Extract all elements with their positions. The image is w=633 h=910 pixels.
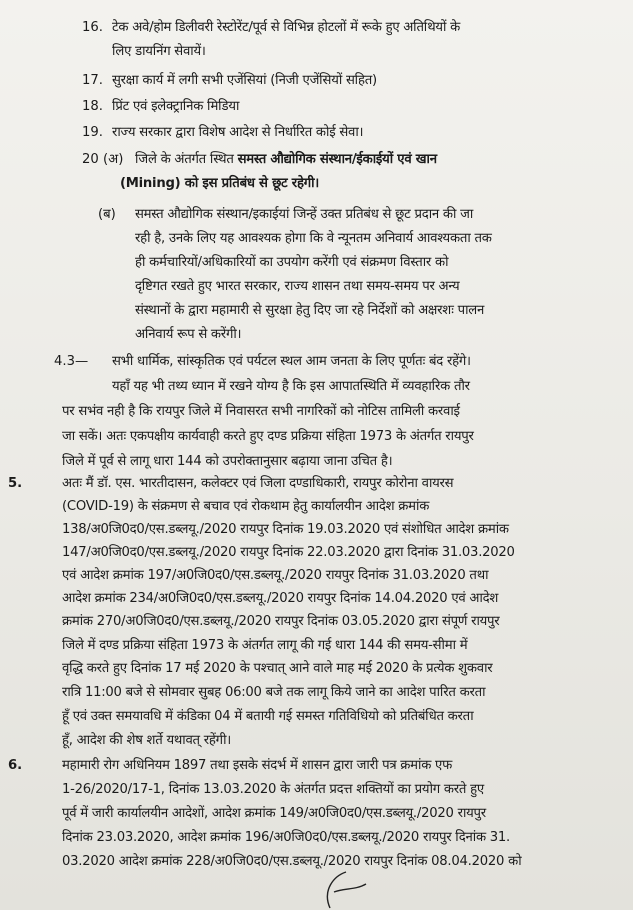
item-20a-line-2: (Mining) को इस प्रतिबंध से छूट रहेगी। bbox=[120, 176, 320, 191]
item-20b-number: (ब) bbox=[98, 207, 116, 222]
section-5-line-7: क्रमांक 270/अ0जि0द0/एस.डब्लयू./2020 रायपुर दिनांक 03.05.2020 द्वारा संपूर्ण रायपुर bbox=[62, 614, 500, 629]
item-16-line-2: लिए डायनिंग सेवायें। bbox=[112, 44, 206, 59]
section-5-line-12: हूँ, आदेश की शेष शर्ते यथावत् रहेंगी। bbox=[62, 733, 231, 748]
section-5-line-4: 147/अ0जि0द0/एस.डब्लयू./2020 रायपुर दिनांक 22.03.2020 द्वारा दिनांक 31.03.2020 bbox=[62, 545, 515, 560]
signature-mark bbox=[300, 870, 370, 910]
item-17-number: 17. bbox=[82, 73, 103, 88]
item-19-number: 19. bbox=[82, 125, 103, 140]
item-19-text: राज्य सरकार द्वारा विशेष आदेश से निर्धारित कोई सेवा। bbox=[112, 125, 364, 140]
section-5-line-9: वृद्धि करते हुए दिनांक 17 मई 2020 के पश्चात् आने वाले माह मई 2020 के प्रत्येक शुकवार bbox=[62, 661, 493, 676]
item-20b-line-6: अनिवार्य रूप से करेंगी। bbox=[135, 327, 242, 342]
section-6-line-5: 03.2020 आदेश क्रमांक 228/अ0जि0द0/एस.डब्लयू./2020 रायपुर दिनांक 08.04.2020 को bbox=[62, 854, 522, 869]
section-5-number: 5. bbox=[8, 476, 23, 491]
section-4-3-text: सभी धार्मिक, सांस्कृतिक एवं पर्यटल स्थल आम जनता के लिए पूर्णतः बंद रहेंगे। bbox=[112, 354, 471, 369]
item-20a-bold-text: समस्त औद्योगिक संस्थान/ईकाईयों एवं खान bbox=[237, 152, 437, 167]
section-5-line-10: रात्रि 11:00 बजे से सोमवार सुबह 06:00 बजे तक लागू किये जाने का आदेश पारित करता bbox=[62, 685, 486, 700]
item-20a-number: 20 (अ) bbox=[82, 152, 124, 167]
section-5-line-5: एवं आदेश क्रमांक 197/अ0जि0द0/एस.डब्लयू./2020 रायपुर दिनांक 31.03.2020 तथा bbox=[62, 568, 489, 583]
section-5-line-11: हूँ एवं उक्त समयावधि में कंडिका 04 में बतायी गई समस्त गतिविधियो को प्रतिबंधित करता bbox=[62, 709, 474, 724]
section-5-line-1: अतः मैं डॉ. एस. भारतीदासन, कलेक्टर एवं जिला दण्डाधिकारी, रायपुर कोरोना वायरस bbox=[62, 476, 454, 491]
item-20a-line-1 bbox=[135, 150, 617, 170]
item-20b-line-2: रही है, उनके लिए यह आवश्यक होगा कि वे न्यूनतम अनिवार्य आवश्यकता तक bbox=[135, 231, 492, 246]
paragraph-line-2: पर सभंव नही है कि रायपुर जिले में निवासरत सभी नागरिकों को नोटिस तामिली करवाई bbox=[62, 404, 460, 419]
item-16-number: 16. bbox=[82, 20, 103, 35]
paragraph-line-3: जा सकें। अतः एकपक्षीय कार्यवाही करते हुए दण्ड प्रक्रिया संहिता 1973 के अंतर्गत रायपुर bbox=[62, 429, 474, 444]
section-6-number: 6. bbox=[8, 758, 23, 773]
section-6-line-2: 1-26/2020/17-1, दिनांक 13.03.2020 के अंतर्गत प्रदत्त शक्तियों का प्रयोग करते हुए bbox=[62, 782, 484, 797]
item-20b-line-4: दृष्टिगत रखते हुए भारत सरकार, राज्य शासन तथा समय-समय पर अन्य bbox=[135, 279, 460, 294]
section-5-line-6: आदेश क्रमांक 234/अ0जि0द0/एस.डब्लयू./2020 रायपुर दिनांक 14.04.2020 एवं आदेश bbox=[62, 591, 499, 606]
item-18-text: प्रिंट एवं इलेक्ट्रानिक मिडिया bbox=[112, 99, 240, 114]
item-18-number: 18. bbox=[82, 99, 103, 114]
section-5-line-8: जिले में दण्ड प्रक्रिया संहिता 1973 के अंतर्गत लागू की गई धारा 144 की समय-सीमा में bbox=[62, 638, 468, 653]
item-20a-plain-text: जिले के अंतर्गत स्थित bbox=[135, 152, 234, 167]
section-6-line-4: दिनांक 23.03.2020, आदेश क्रमांक 196/अ0जि0द0/एस.डब्लयू./2020 रायपुर दिनांक 31. bbox=[62, 830, 510, 845]
item-20b-line-1: समस्त औद्योगिक संस्थान/इकाईयां जिन्हें उक्त प्रतिबंध से छूट प्रदान की जा bbox=[135, 207, 474, 222]
item-16-line-1: टेक अवे/होम डिलीवरी रेस्टोरेंट/पूर्व से विभिन्न होटलों में रूके हुए अतिथियों के bbox=[112, 20, 461, 35]
item-17-text: सुरक्षा कार्य में लगी सभी एजेंसियां (निजी एजेंसियों सहित) bbox=[112, 73, 377, 88]
paragraph-line-4: जिले में पूर्व से लागू धारा 144 को उपरोक्तानुसार बढ़ाया जाना उचित है। bbox=[62, 454, 393, 469]
section-4-3-number: 4.3— bbox=[54, 354, 89, 369]
section-5-line-2: (COVID-19) के संक्रमण से बचाव एवं रोकथाम हेतु कार्यालयीन आदेश क्रमांक bbox=[62, 499, 430, 514]
item-20b-line-5: संस्थानों के द्वारा महामारी से सुरक्षा हेतु दिए जा रहे निर्देशों को अक्षरशः पालन bbox=[135, 303, 485, 318]
item-20b-line-3: ही कर्मचारियों/अधिकारियों का उपयोग करेंगी एवं संक्रमण विस्तार को bbox=[135, 255, 449, 270]
section-6-line-1: महामारी रोग अधिनियम 1897 तथा इसके संदर्भ में शासन द्वारा जारी पत्र क्रमांक एफ bbox=[62, 758, 452, 773]
paragraph-line-1: यहॉं यह भी तथ्य ध्यान में रखने योग्य है कि इस आपातस्थिति में व्यवहारिक तौर bbox=[112, 379, 470, 394]
section-6-line-3: पूर्व में जारी कार्यालयीन आदेशों, आदेश क्रमांक 149/अ0जि0द0/एस.डब्लयू./2020 रायपुर bbox=[62, 806, 486, 821]
section-5-line-3: 138/अ0जि0द0/एस.डब्लयू./2020 रायपुर दिनांक 19.03.2020 एवं संशोधित आदेश क्रमांक bbox=[62, 522, 509, 537]
